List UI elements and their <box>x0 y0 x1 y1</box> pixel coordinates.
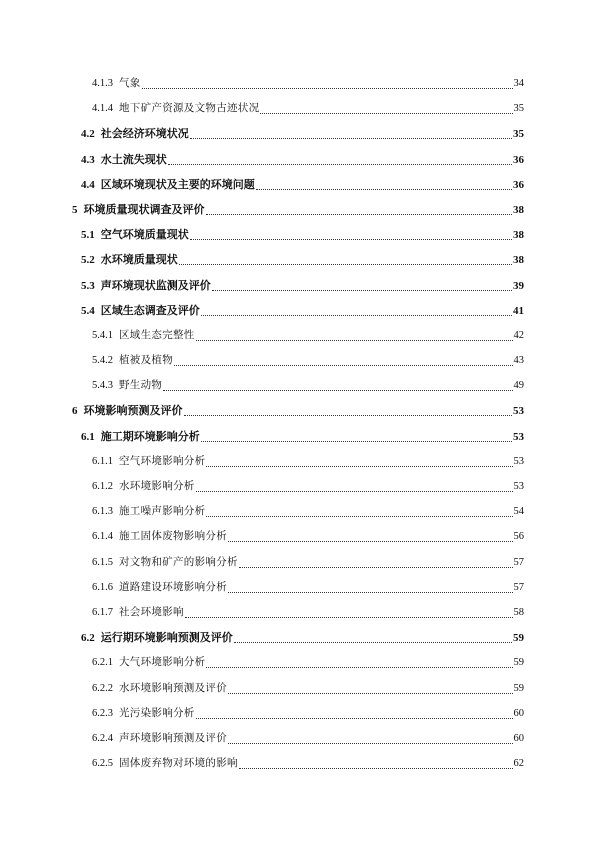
toc-entry-page-number: 39 <box>513 279 524 292</box>
toc-entry-number: 4.1.3 <box>92 78 113 89</box>
dot-leader <box>190 127 512 139</box>
toc-entry-label <box>92 656 205 670</box>
toc-entry-number: 6.1.1 <box>92 455 113 467</box>
toc-entry-title: 道路建设环境影响分析 <box>119 581 227 593</box>
toc-entry-label <box>81 153 167 167</box>
toc-entry-number: 6.1.5 <box>92 556 113 568</box>
toc-entry-label <box>92 732 227 746</box>
toc-entry-number: 5.3 <box>81 279 95 292</box>
toc-entry-title: 运行期环境影响预测及评价 <box>100 632 233 645</box>
toc-entry-page-number: 43 <box>513 355 524 367</box>
toc-entry-label <box>92 682 227 696</box>
toc-entry-page-number: 53 <box>513 430 524 443</box>
dot-leader <box>239 757 513 769</box>
toc-entry-title: 植被及植物 <box>119 355 173 367</box>
toc-entry-page-number: 42 <box>513 329 524 341</box>
dot-leader <box>260 102 512 114</box>
toc-entry-number: 5.4.2 <box>92 355 113 367</box>
toc-entry[interactable] <box>0 304 595 329</box>
toc-entry-label <box>92 505 205 519</box>
toc-entry[interactable] <box>0 430 595 455</box>
dot-leader <box>256 178 512 190</box>
toc-entry-title: 环境质量现状调查及评价 <box>83 203 205 216</box>
toc-entry-title: 固体废弃物对环境的影响 <box>119 758 238 770</box>
toc-entry[interactable] <box>0 279 595 304</box>
toc-entry-label <box>92 102 259 116</box>
dot-leader <box>184 404 513 416</box>
toc-entry-page-number: 38 <box>513 254 524 267</box>
toc-entry-page-number: 59 <box>513 632 524 645</box>
toc-entry-title: 声环境影响预测及评价 <box>119 732 227 744</box>
toc-entry-title: 社会环境影响 <box>119 606 184 618</box>
toc-entry-page-number: 38 <box>513 203 524 216</box>
dot-leader <box>196 329 513 341</box>
toc-entry[interactable] <box>0 253 595 278</box>
toc-entry-title: 社会经济环境状况 <box>100 128 189 141</box>
toc-entry[interactable] <box>0 656 595 681</box>
toc-entry-title: 水环境影响分析 <box>119 481 195 492</box>
toc-entry[interactable] <box>0 505 595 530</box>
toc-entry-label <box>92 606 184 620</box>
dot-leader <box>174 354 513 366</box>
dot-leader <box>228 581 513 593</box>
toc-entry-number: 5.4.3 <box>92 380 113 392</box>
toc-entry[interactable] <box>0 581 595 606</box>
toc-entry-number: 6.2.5 <box>92 758 113 770</box>
toc-entry[interactable] <box>0 732 595 757</box>
toc-entry[interactable] <box>0 153 595 178</box>
toc-entry-page-number: 53 <box>513 455 524 467</box>
toc-entry-label <box>92 77 141 91</box>
toc-entry[interactable] <box>0 127 595 152</box>
toc-entry-label <box>92 757 238 771</box>
dot-leader <box>185 606 513 618</box>
dot-leader <box>206 505 512 517</box>
toc-entry-page-number: 35 <box>513 103 524 115</box>
toc-entry[interactable] <box>0 379 595 404</box>
toc-entry-number: 5.1 <box>81 229 95 242</box>
toc-entry-number: 5.2 <box>81 254 95 267</box>
toc-entry[interactable] <box>0 606 595 631</box>
toc-entry-title: 水环境影响预测及评价 <box>119 682 227 694</box>
toc-entry-label <box>81 304 200 318</box>
toc-entry-number: 6.2.2 <box>92 682 113 694</box>
dot-leader <box>168 153 512 165</box>
toc-entry-page-number: 34 <box>513 78 524 89</box>
dot-leader <box>228 732 513 744</box>
toc-entry[interactable] <box>0 455 595 480</box>
toc-entry-title: 光污染影响分析 <box>119 707 195 719</box>
toc-entry-page-number: 56 <box>513 531 524 543</box>
toc-entry-title: 施工噪声影响分析 <box>119 506 206 518</box>
toc-entry-number: 4.3 <box>81 153 95 166</box>
toc-entry-number: 6.2.3 <box>92 707 113 719</box>
toc-entry-page-number: 57 <box>513 556 524 568</box>
toc-entry-label <box>81 228 189 242</box>
dot-leader <box>142 77 513 89</box>
toc-entry[interactable] <box>0 404 595 429</box>
dot-leader <box>234 631 512 643</box>
dot-leader <box>201 304 512 316</box>
toc-entry-page-number: 60 <box>513 732 524 744</box>
toc-entry-number: 6.2.1 <box>92 657 113 669</box>
dot-leader <box>228 530 513 542</box>
toc-entry-page-number: 49 <box>513 380 524 392</box>
dot-leader <box>206 455 512 467</box>
toc-entry-number: 6.1.2 <box>92 481 113 492</box>
toc-entry-title: 地下矿产资源及文物古迹状况 <box>119 103 260 115</box>
dot-leader <box>239 556 513 568</box>
toc-entry-title: 气象 <box>119 78 141 89</box>
toc-entry-title: 空气环境质量现状 <box>100 229 189 242</box>
table-of-contents <box>0 77 595 782</box>
toc-entry-label <box>81 430 200 444</box>
toc-entry-page-number: 36 <box>513 153 524 166</box>
toc-entry-label <box>92 707 195 721</box>
toc-entry-label <box>92 329 195 343</box>
dot-leader <box>179 253 512 265</box>
toc-entry[interactable] <box>0 480 595 505</box>
toc-entry-title: 水土流失现状 <box>100 153 167 166</box>
toc-entry-title: 施工期环境影响分析 <box>100 430 200 443</box>
toc-entry-page-number: 38 <box>513 229 524 242</box>
dot-leader <box>201 430 512 442</box>
toc-entry-number: 4.1.4 <box>92 103 113 115</box>
toc-entry-label <box>72 203 205 217</box>
toc-entry-label <box>92 556 238 570</box>
toc-entry-page-number: 53 <box>513 481 524 492</box>
toc-entry-title: 对文物和矿产的影响分析 <box>119 556 238 568</box>
toc-entry-label <box>81 279 211 293</box>
dot-leader <box>190 228 512 240</box>
toc-entry[interactable] <box>0 228 595 253</box>
toc-entry-label <box>92 480 195 494</box>
toc-entry-label <box>81 253 178 267</box>
toc-entry-label <box>81 178 255 192</box>
toc-entry-number: 5.4 <box>81 304 95 317</box>
toc-entry-number: 4.4 <box>81 178 95 191</box>
toc-entry-title: 声环境现状监测及评价 <box>100 279 211 292</box>
toc-entry-number: 6.1.3 <box>92 506 113 518</box>
toc-entry-number: 6.2.4 <box>92 732 113 744</box>
toc-entry-label <box>92 354 173 368</box>
toc-entry[interactable] <box>0 556 595 581</box>
toc-entry-page-number: 59 <box>513 682 524 694</box>
toc-entry[interactable] <box>0 631 595 656</box>
toc-entry-label <box>81 631 233 645</box>
toc-entry-label <box>92 379 162 393</box>
dot-leader <box>206 203 513 215</box>
toc-entry-label <box>92 455 205 469</box>
toc-entry-label <box>92 530 227 544</box>
toc-entry-label <box>92 581 227 595</box>
toc-entry-title: 野生动物 <box>119 380 163 392</box>
toc-entry-page-number: 54 <box>513 506 524 518</box>
toc-entry-page-number: 35 <box>513 128 524 141</box>
toc-entry-number: 6 <box>72 405 78 418</box>
toc-entry-page-number: 41 <box>513 304 524 317</box>
toc-entry-number: 6.1.4 <box>92 531 113 543</box>
toc-entry-page-number: 57 <box>513 581 524 593</box>
toc-entry-page-number: 58 <box>513 606 524 618</box>
toc-entry-title: 区域环境现状及主要的环境问题 <box>100 178 255 191</box>
toc-entry[interactable] <box>0 102 595 127</box>
toc-entry-page-number: 53 <box>513 405 524 418</box>
toc-entry-label <box>81 127 189 141</box>
toc-entry-number: 5.4.1 <box>92 329 113 341</box>
toc-entry-number: 4.2 <box>81 128 95 141</box>
toc-entry[interactable] <box>0 682 595 707</box>
dot-leader <box>196 707 513 719</box>
toc-entry[interactable] <box>0 77 595 102</box>
toc-entry[interactable] <box>0 354 595 379</box>
toc-entry[interactable] <box>0 530 595 555</box>
toc-entry-title: 区域生态完整性 <box>119 329 195 341</box>
toc-entry-number: 6.1.7 <box>92 606 113 618</box>
toc-entry[interactable] <box>0 203 595 228</box>
toc-entry-number: 5 <box>72 203 78 216</box>
dot-leader <box>228 682 513 694</box>
dot-leader <box>206 656 512 668</box>
toc-entry-page-number: 60 <box>513 707 524 719</box>
toc-entry-page-number: 62 <box>513 758 524 770</box>
toc-entry-title: 水环境质量现状 <box>100 254 178 267</box>
toc-entry-page-number: 59 <box>513 657 524 669</box>
toc-entry-title: 大气环境影响分析 <box>119 657 206 669</box>
dot-leader <box>212 279 512 291</box>
toc-entry-number: 6.1 <box>81 430 95 443</box>
dot-leader <box>163 379 512 391</box>
toc-entry[interactable] <box>0 707 595 732</box>
toc-entry-number: 6.2 <box>81 632 95 645</box>
toc-entry-title: 区域生态调查及评价 <box>100 304 200 317</box>
toc-entry[interactable] <box>0 329 595 354</box>
toc-entry-page-number: 36 <box>513 178 524 191</box>
toc-entry-title: 施工固体废物影响分析 <box>119 531 227 543</box>
toc-entry-number: 6.1.6 <box>92 581 113 593</box>
dot-leader <box>196 480 513 492</box>
toc-entry-label <box>72 404 183 418</box>
toc-entry[interactable] <box>0 757 595 782</box>
toc-entry-title: 空气环境影响分析 <box>119 455 206 467</box>
toc-entry-title: 环境影响预测及评价 <box>83 405 183 418</box>
toc-entry[interactable] <box>0 178 595 203</box>
